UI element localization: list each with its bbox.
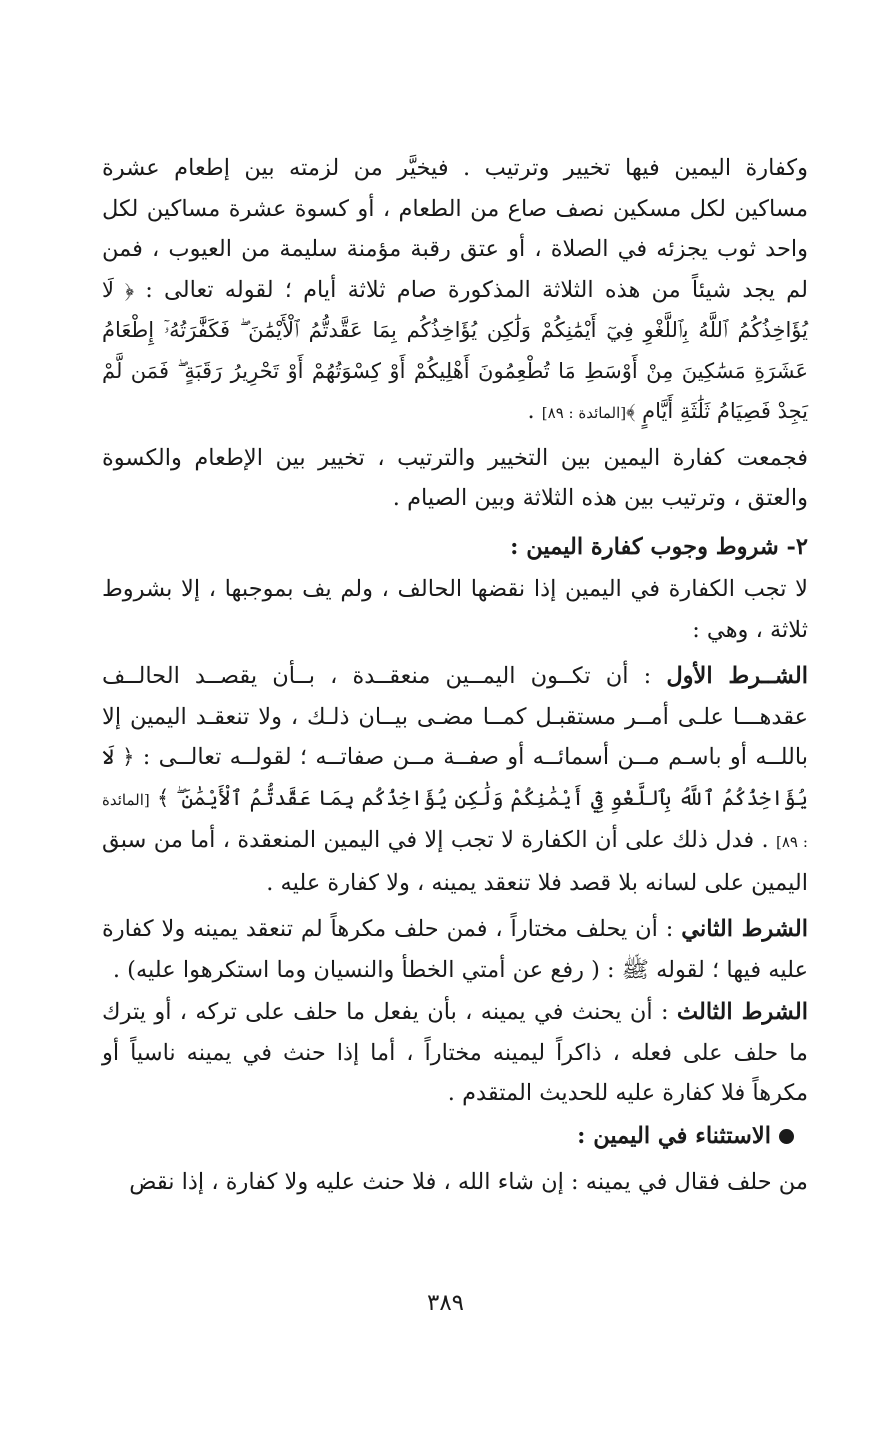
quran-verse: ﴿ لَا يُؤَاخِذُكُمُ ٱللَّهُ بِٱللَّغْوِ فِيٓ أَيْمَٰنِكُمْ وَلَٰكِن يُؤَاخِذُكُم بِمَا عَقَّدتُّمُ ٱلْأَيْمَٰنَ ۖ ﴾ bbox=[102, 745, 808, 810]
page-body bbox=[102, 148, 808, 1203]
paragraph-text: وكفارة اليمين فيها تخيير وترتيب . فيخيَّر من لزمته بين إطعام عشرة مساكين لكل مسكين نصف صاع من الطعام ، أو كسوة عشرة مساكين لكل واحد ثوب يجزئه في الصلاة ، أو عتق رقبة مؤمنة سليمة من العيوب ، فمن لم يجد شيئاً من هذه الثلاثة المذكورة صام ثلاثة أيام ؛ لقوله تعالى : bbox=[102, 155, 809, 303]
verse-reference: [المائدة : ٨٩] bbox=[541, 404, 627, 422]
paragraph-text: : أن يحنث في يمينه ، بأن يفعل ما حلف على تركه ، أو يترك ما حلف على فعله ، ذاكراً ليمينه مختاراً ، أما إذا حنث في يمينه ناسياً أو مكرهاً فلا كفارة عليه للحديث المتقدم . bbox=[102, 999, 808, 1106]
paragraph-condition-one bbox=[102, 656, 808, 903]
bullet-icon bbox=[779, 1129, 794, 1144]
heading-text: الاستثناء في اليمين : bbox=[577, 1122, 771, 1149]
section-heading-exception bbox=[102, 1116, 794, 1157]
paragraph-text: . bbox=[527, 398, 542, 424]
paragraph-expiation-overview bbox=[102, 148, 808, 434]
paragraph-condition-three bbox=[102, 992, 808, 1114]
paragraph-text: : ( رفع عن أمتي الخطأ والنسيان وما استكرهوا عليه) . bbox=[112, 956, 622, 983]
paragraph-exception bbox=[102, 1162, 808, 1203]
paragraph-condition-two bbox=[102, 909, 808, 990]
paragraph-text: من حلف فقال في يمينه : إن شاء الله ، فلا حنث عليه ولا كفارة ، إذا نقض bbox=[129, 1169, 808, 1195]
paragraph-text: : أن تكــون اليمــين منعقــدة ، بــأن يقصــد الحالــف عقدهـــا علـى أمــر مستقبـل كمــا مضـى بيــان ذلـك ، ولا تنعقـد اليمين إلا باللــه أو باسـم مــن أسمائــه أو صفــة مــن صفاتــه ؛ لقولــه تعالــى : bbox=[102, 663, 808, 770]
condition-three-label: الشرط الثالث bbox=[676, 999, 808, 1025]
section-heading-conditions: ٢- شروط وجوب كفارة اليمين : bbox=[510, 533, 808, 560]
quran-verse: ﴿ لَا يُؤَاخِذُكُمُ ٱللَّهُ بِٱللَّغْوِ فِيٓ أَيْمَٰنِكُمْ وَلَٰكِن يُؤَاخِذُكُم بِمَا عَقَّدتُّمُ ٱلْأَيْمَٰنَ ۖ فَكَفَّٰرَتُهُۥٓ إِطْعَامُ عَشَرَةِ مَسَٰكِينَ مِنْ أَوْسَطِ مَا تُطْعِمُونَ أَهْلِيكُمْ أَوْ كِسْوَتُهُمْ أَوْ تَحْرِيرُ رَقَبَةٍ ۖ فَمَن لَّمْ يَجِدْ فَصِيَامُ ثَلَٰثَةِ أَيَّامٍ ﴾ bbox=[102, 277, 808, 423]
verse-reference: [المائدة : ٨٩] bbox=[102, 790, 808, 851]
condition-two-label: الشرط الثاني bbox=[681, 916, 808, 942]
paragraph-text: : أن يحلف مختاراً ، فمن حلف مكرهاً لم تنعقد يمينه ولا كفارة عليه فيها ؛ لقوله bbox=[102, 916, 808, 983]
condition-one-label: الشــرط الأول bbox=[666, 663, 808, 689]
paragraph-choice-and-order bbox=[102, 438, 808, 519]
paragraph-text: فجمعت كفارة اليمين بين التخيير والترتيب ، تخيير بين الإطعام والكسوة والعتق ، وترتيب بين هذه الثلاثة وبين الصيام . bbox=[102, 444, 808, 511]
salla-allah-glyph: ﷺ bbox=[621, 956, 649, 983]
paragraph-text: . فدل ذلك على أن الكفارة لا تجب إلا في اليمين المنعقدة ، أما من سبق اليمين على لسانه بلا قصد فلا تنعقد يمينه ، ولا كفارة عليه . bbox=[102, 827, 808, 896]
paragraph-text: لا تجب الكفارة في اليمين إذا نقضها الحالف ، ولم يف بموجبها ، إلا بشروط ثلاثة ، وهي : bbox=[102, 576, 808, 643]
paragraph-conditions-intro bbox=[102, 569, 808, 650]
page-number: ٣٨٩ bbox=[426, 1290, 465, 1316]
